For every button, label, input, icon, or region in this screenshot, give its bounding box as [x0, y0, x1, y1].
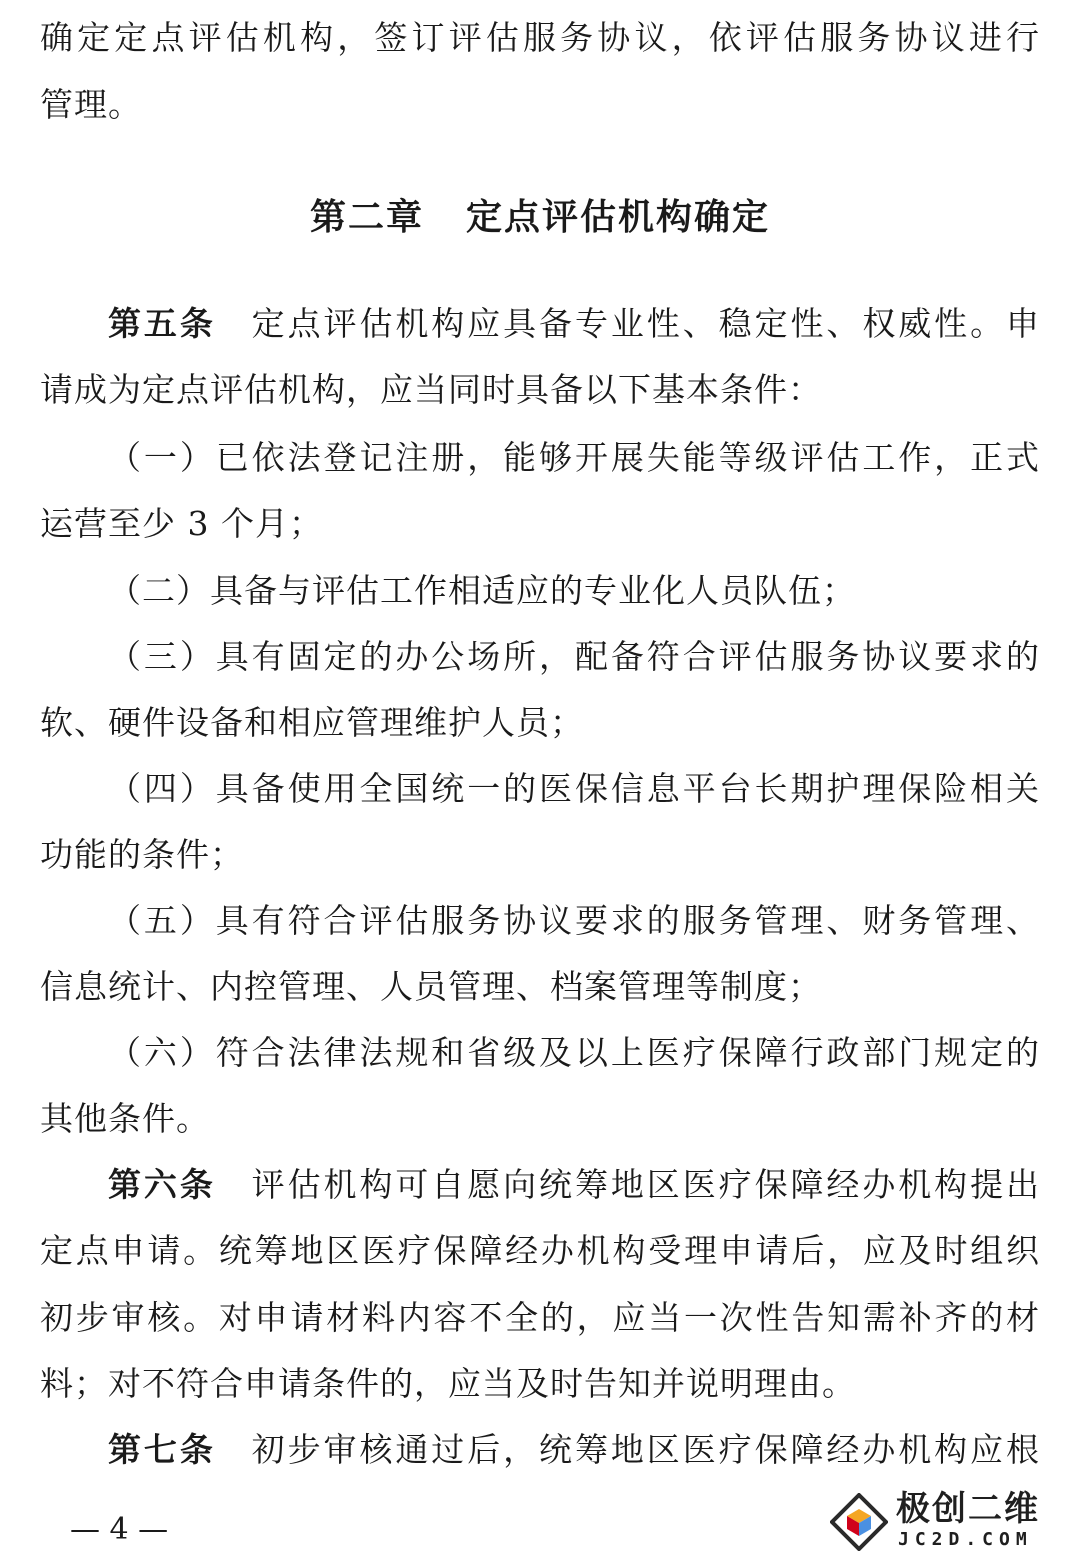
article-7-text-1: 初步审核通过后，统筹地区医疗保障经办机构应根	[249, 1430, 1041, 1469]
article-7-line-1	[108, 1428, 1040, 1472]
article-5-item-1-line-2: 运营至少 3 个月；	[40, 504, 323, 543]
chapter-title: 定点评估机构确定	[466, 197, 771, 238]
article-5-item-3-line-2: 软、硬件设备和相应管理维护人员；	[40, 703, 584, 742]
watermark-brand: 极创二维	[896, 1489, 1040, 1529]
article-5-item-6-line-2: 其他条件。	[40, 1099, 210, 1138]
article-5-item-6-line-1: （六）符合法律法规和省级及以上医疗保障行政部门规定的	[108, 1033, 1040, 1072]
article-6-line-1	[108, 1163, 1040, 1207]
article-5-line-2: 请成为定点评估机构，应当同时具备以下基本条件：	[40, 370, 822, 409]
article-5-item-3-line-1: （三）具有固定的办公场所，配备符合评估服务协议要求的	[108, 637, 1040, 676]
article-6-text-1: 评估机构可自愿向统筹地区医疗保障经办机构提出	[249, 1165, 1041, 1204]
chapter-number: 第二章	[309, 197, 424, 238]
intro-line-1: 确定定点评估机构，签订评估服务协议，依评估服务协议进行	[40, 18, 1040, 57]
article-5-label: 第五条	[108, 304, 216, 343]
article-5-line-1	[108, 302, 1040, 346]
article-6-line-2: 定点申请。统筹地区医疗保障经办机构受理申请后，应及时组织	[40, 1231, 1040, 1270]
article-5-item-5-line-1: （五）具有符合评估服务协议要求的服务管理、财务管理、	[108, 901, 1040, 940]
article-7-label: 第七条	[108, 1430, 216, 1469]
article-5-text-1: 定点评估机构应具备专业性、稳定性、权威性。申	[249, 304, 1041, 343]
article-5-item-1-line-1: （一）已依法登记注册，能够开展失能等级评估工作，正式	[108, 438, 1040, 477]
article-6-label: 第六条	[108, 1165, 216, 1204]
chapter-heading	[0, 194, 1080, 242]
watermark-domain: JC2D.COM	[898, 1529, 1033, 1550]
article-5-item-4-line-1: （四）具备使用全国统一的医保信息平台长期护理保险相关	[108, 769, 1040, 808]
article-6-line-3: 初步审核。对申请材料内容不全的，应当一次性告知需补齐的材	[40, 1298, 1040, 1337]
article-5-item-4-line-2: 功能的条件；	[40, 835, 244, 874]
article-5-item-2: （二）具备与评估工作相适应的专业化人员队伍；	[108, 571, 856, 610]
page-number: — 4 —	[70, 1512, 169, 1547]
watermark	[830, 1489, 1070, 1557]
cube-logo-icon	[830, 1493, 888, 1551]
article-6-line-4: 料；对不符合申请条件的，应当及时告知并说明理由。	[40, 1364, 856, 1403]
article-5-item-5-line-2: 信息统计、内控管理、人员管理、档案管理等制度；	[40, 967, 822, 1006]
intro-line-2: 管理。	[40, 85, 142, 124]
